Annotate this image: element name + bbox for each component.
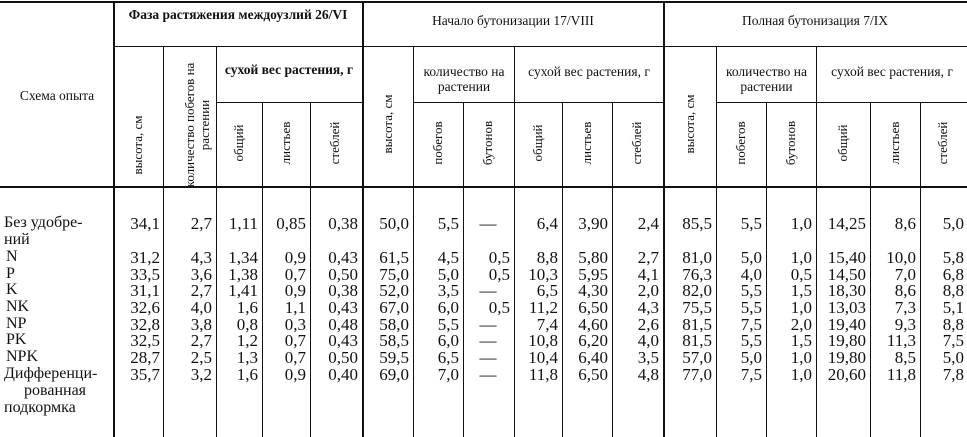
table-cell: 2,7 xyxy=(190,281,212,300)
row-label: N xyxy=(6,248,18,265)
table-cell: 75,0 xyxy=(379,265,409,284)
table-cell: 19,80 xyxy=(827,331,866,350)
table-cell: 2,0 xyxy=(790,315,812,334)
table-cell: 4,8 xyxy=(637,365,659,384)
table-cell: 82,0 xyxy=(682,281,712,300)
row-label: K xyxy=(6,281,18,298)
table-cell: 8,6 xyxy=(894,214,916,233)
table-cell: 3,6 xyxy=(190,265,212,284)
table-cell: 7,3 xyxy=(894,298,916,317)
table-cell: 0,38 xyxy=(328,281,358,300)
table-cell: 14,25 xyxy=(827,214,866,233)
table-cell: 10,8 xyxy=(528,331,558,350)
table-cell: 0,40 xyxy=(328,365,358,384)
header-dry-weight-3: сухой вес растения, г xyxy=(831,64,953,79)
table-cell: 0,5 xyxy=(790,265,812,284)
table-cell: 0,50 xyxy=(328,348,358,367)
table-cell: 2,7 xyxy=(190,214,212,233)
table-cell: 67,0 xyxy=(379,298,409,317)
header-stems-1: стеблей xyxy=(327,121,342,165)
table-cell: 1,5 xyxy=(790,331,812,350)
table-cell: 81,5 xyxy=(682,331,712,350)
header-phase-2: Начало бутонизации 17/VIII xyxy=(432,13,594,28)
table-cell: 11,8 xyxy=(528,365,558,384)
table-cell: 5,0 xyxy=(437,265,459,284)
table-cell: 0,9 xyxy=(284,365,306,384)
row-label-cont: рованная xyxy=(24,382,87,399)
table-cell: 11,3 xyxy=(886,331,916,350)
table-cell: 1,0 xyxy=(790,348,812,367)
header-quantity-2: количество на растении xyxy=(423,64,505,94)
table-cell: 69,0 xyxy=(379,365,409,384)
row-label-cont: ний xyxy=(4,231,30,248)
table-cell: 4,0 xyxy=(190,298,212,317)
table-cell: 7,5 xyxy=(942,331,964,350)
table-cell: 8,5 xyxy=(894,348,916,367)
header-buds-3: бутонов xyxy=(783,120,798,166)
header-total-1: общий xyxy=(231,124,246,162)
table-cell: 1,3 xyxy=(236,348,258,367)
table-cell: 7,4 xyxy=(536,315,558,334)
table-cell: 33,5 xyxy=(130,265,160,284)
table-cell: 6,5 xyxy=(437,348,459,367)
table-cell: 2,5 xyxy=(190,348,212,367)
table-cell: 0,85 xyxy=(276,214,306,233)
table-cell: — xyxy=(479,365,497,384)
table-cell: 0,43 xyxy=(328,248,358,267)
table-cell: 0,48 xyxy=(328,315,358,334)
table-cell: 4,0 xyxy=(740,265,762,284)
table-cell: 7,5 xyxy=(740,365,762,384)
table-cell: 1,6 xyxy=(236,365,258,384)
table-cell: 5,5 xyxy=(740,214,762,233)
table-cell: 81,5 xyxy=(682,315,712,334)
header-stems-3: стеблей xyxy=(935,121,950,165)
table-cell: 81,0 xyxy=(682,248,712,267)
row-label: NPK xyxy=(6,348,39,365)
header-phase-1: Фаза растяжения междоузлий 26/VI xyxy=(128,7,348,22)
table-cell: 1,2 xyxy=(236,331,258,350)
rule-header-top xyxy=(0,1,967,3)
table-cell: 61,5 xyxy=(379,248,409,267)
table-cell: 11,8 xyxy=(886,365,916,384)
table-cell: 5,5 xyxy=(740,331,762,350)
table-cell: — xyxy=(479,348,497,367)
table-cell: 3,5 xyxy=(437,281,459,300)
table-cell: 2,6 xyxy=(637,315,659,334)
table-cell: 5,5 xyxy=(740,298,762,317)
table-cell: 76,3 xyxy=(682,265,712,284)
table-cell: 6,50 xyxy=(578,365,608,384)
row-label: Без удобре- xyxy=(4,214,83,231)
table-cell: 20,60 xyxy=(827,365,866,384)
table-cell: 0,50 xyxy=(328,265,358,284)
table-cell: 5,80 xyxy=(578,248,608,267)
table-cell: 32,6 xyxy=(130,298,160,317)
table-cell: 7,5 xyxy=(740,315,762,334)
table-cell: 6,0 xyxy=(437,331,459,350)
table-cell: 1,5 xyxy=(790,281,812,300)
table-cell: 9,3 xyxy=(894,315,916,334)
row-label: Дифференци- xyxy=(4,365,98,382)
table-cell: 0,3 xyxy=(284,315,306,334)
table-cell: 2,7 xyxy=(637,248,659,267)
table-cell: 50,0 xyxy=(379,214,409,233)
table-cell: 6,8 xyxy=(942,265,964,284)
table-cell: 18,30 xyxy=(827,281,866,300)
header-dry-weight-2: сухой вес растения, г xyxy=(528,64,650,79)
table-cell: 77,0 xyxy=(682,365,712,384)
row-label: P xyxy=(6,265,15,282)
table-cell: 1,6 xyxy=(236,298,258,317)
row-label-cont: подкормка xyxy=(4,399,76,416)
table-cell: 0,5 xyxy=(488,248,510,267)
table-cell: 8,8 xyxy=(942,315,964,334)
row-label: NP xyxy=(6,315,27,332)
table-cell: 1,0 xyxy=(790,248,812,267)
table-cell: 5,0 xyxy=(740,248,762,267)
header-leaves-3: листьев xyxy=(887,121,902,165)
table-cell: 7,8 xyxy=(942,365,964,384)
table-cell: 4,3 xyxy=(637,298,659,317)
header-height-1: высота, см xyxy=(130,115,145,175)
table-cell: 15,40 xyxy=(827,248,866,267)
table-cell: 0,5 xyxy=(488,298,510,317)
table-cell: — xyxy=(479,315,497,334)
table-cell: 4,5 xyxy=(437,248,459,267)
header-shoots-2: побегов xyxy=(430,121,445,165)
header-total-3: общий xyxy=(835,124,850,162)
table-cell: 1,38 xyxy=(228,265,258,284)
table-cell: 2,4 xyxy=(637,214,659,233)
table-cell: 5,0 xyxy=(942,214,964,233)
table-cell: 0,38 xyxy=(328,214,358,233)
table-cell: 19,80 xyxy=(827,348,866,367)
header-dry-weight-1: сухой вес растения, г xyxy=(224,62,354,77)
rule-phase-sub xyxy=(113,46,967,47)
table-cell: 5,1 xyxy=(942,298,964,317)
table-cell: 13,03 xyxy=(827,298,866,317)
table-cell: 85,5 xyxy=(682,214,712,233)
table-cell: 14,50 xyxy=(827,265,866,284)
table-cell: 4,3 xyxy=(190,248,212,267)
table-cell: 1,0 xyxy=(790,298,812,317)
table-cell: 31,1 xyxy=(130,281,160,300)
table-cell: 35,7 xyxy=(130,365,160,384)
table-cell: 7,0 xyxy=(894,265,916,284)
table-cell: 6,5 xyxy=(536,281,558,300)
table-cell: 5,8 xyxy=(942,248,964,267)
table-cell: 5,5 xyxy=(437,214,459,233)
header-scheme: Схема опыта xyxy=(19,88,95,103)
header-buds-2: бутонов xyxy=(480,120,495,166)
table-cell: 3,8 xyxy=(190,315,212,334)
table-cell: 6,20 xyxy=(578,331,608,350)
header-stems-2: стеблей xyxy=(629,121,644,165)
table-cell: 58,5 xyxy=(379,331,409,350)
table-cell: 5,0 xyxy=(740,348,762,367)
header-quantity-3: количество на растении xyxy=(725,64,808,94)
table-cell: 6,50 xyxy=(578,298,608,317)
table-cell: 28,7 xyxy=(130,348,160,367)
table-cell: — xyxy=(479,281,497,300)
table-cell: 8,8 xyxy=(942,281,964,300)
table-cell: 0,9 xyxy=(284,248,306,267)
header-total-2: общий xyxy=(530,124,545,162)
table-cell: 8,6 xyxy=(894,281,916,300)
table-cell: 0,8 xyxy=(236,315,258,334)
row-label: NK xyxy=(6,298,30,315)
row-label: PK xyxy=(6,331,27,348)
table-cell: 3,2 xyxy=(190,365,212,384)
table-cell: 4,60 xyxy=(578,315,608,334)
table-cell: 1,0 xyxy=(790,365,812,384)
table-cell: 32,5 xyxy=(130,331,160,350)
table-cell: 0,5 xyxy=(488,265,510,284)
table-cell: 5,5 xyxy=(437,315,459,334)
table-cell: — xyxy=(479,331,497,350)
header-shoot-count: количество побегов на растении xyxy=(182,62,212,188)
table-cell: 3,5 xyxy=(637,348,659,367)
table-cell: 75,5 xyxy=(682,298,712,317)
table-cell: 19,40 xyxy=(827,315,866,334)
table-cell: 1,0 xyxy=(790,214,812,233)
table-cell: 6,4 xyxy=(536,214,558,233)
table-cell: 5,95 xyxy=(578,265,608,284)
table-cell: 10,3 xyxy=(528,265,558,284)
table-cell: 11,2 xyxy=(528,298,558,317)
table-cell: 4,30 xyxy=(578,281,608,300)
header-leaves-1: листьев xyxy=(278,121,293,165)
table-cell: 0,43 xyxy=(328,331,358,350)
table-cell: — xyxy=(479,214,497,233)
table-cell: 0,9 xyxy=(284,281,306,300)
table-cell: 4,1 xyxy=(637,265,659,284)
table-cell: 1,41 xyxy=(228,281,258,300)
table-cell: 10,0 xyxy=(886,248,916,267)
table-cell: 1,34 xyxy=(228,248,258,267)
table-cell: 5,5 xyxy=(740,281,762,300)
table-cell: 2,7 xyxy=(190,331,212,350)
table-cell: 52,0 xyxy=(379,281,409,300)
table-cell: 0,7 xyxy=(284,331,306,350)
header-phase-3: Полная бутонизация 7/IX xyxy=(742,13,888,28)
header-shoots-3: побегов xyxy=(733,121,748,165)
header-height-2: высота, см xyxy=(380,94,395,154)
header-height-3: высота, см xyxy=(682,94,697,154)
table-cell: 32,8 xyxy=(130,315,160,334)
table-cell: 1,11 xyxy=(228,214,258,233)
table-cell: 0,7 xyxy=(284,265,306,284)
table-cell: 6,0 xyxy=(437,298,459,317)
table-cell: 0,43 xyxy=(328,298,358,317)
table-cell: 5,0 xyxy=(942,348,964,367)
table-cell: 1,1 xyxy=(284,298,306,317)
table-cell: 34,1 xyxy=(130,214,160,233)
table-cell: 31,2 xyxy=(130,248,160,267)
table-cell: 59,5 xyxy=(379,348,409,367)
table-cell: 7,0 xyxy=(437,365,459,384)
table-cell: 3,90 xyxy=(578,214,608,233)
table-cell: 10,4 xyxy=(528,348,558,367)
table-cell: 4,0 xyxy=(637,331,659,350)
table-cell: 58,0 xyxy=(379,315,409,334)
table-cell: 57,0 xyxy=(682,348,712,367)
table-cell: 8,8 xyxy=(536,248,558,267)
table-cell: 6,40 xyxy=(578,348,608,367)
table-cell: 2,0 xyxy=(637,281,659,300)
header-leaves-2: листьев xyxy=(579,121,594,165)
table-cell: 0,7 xyxy=(284,348,306,367)
